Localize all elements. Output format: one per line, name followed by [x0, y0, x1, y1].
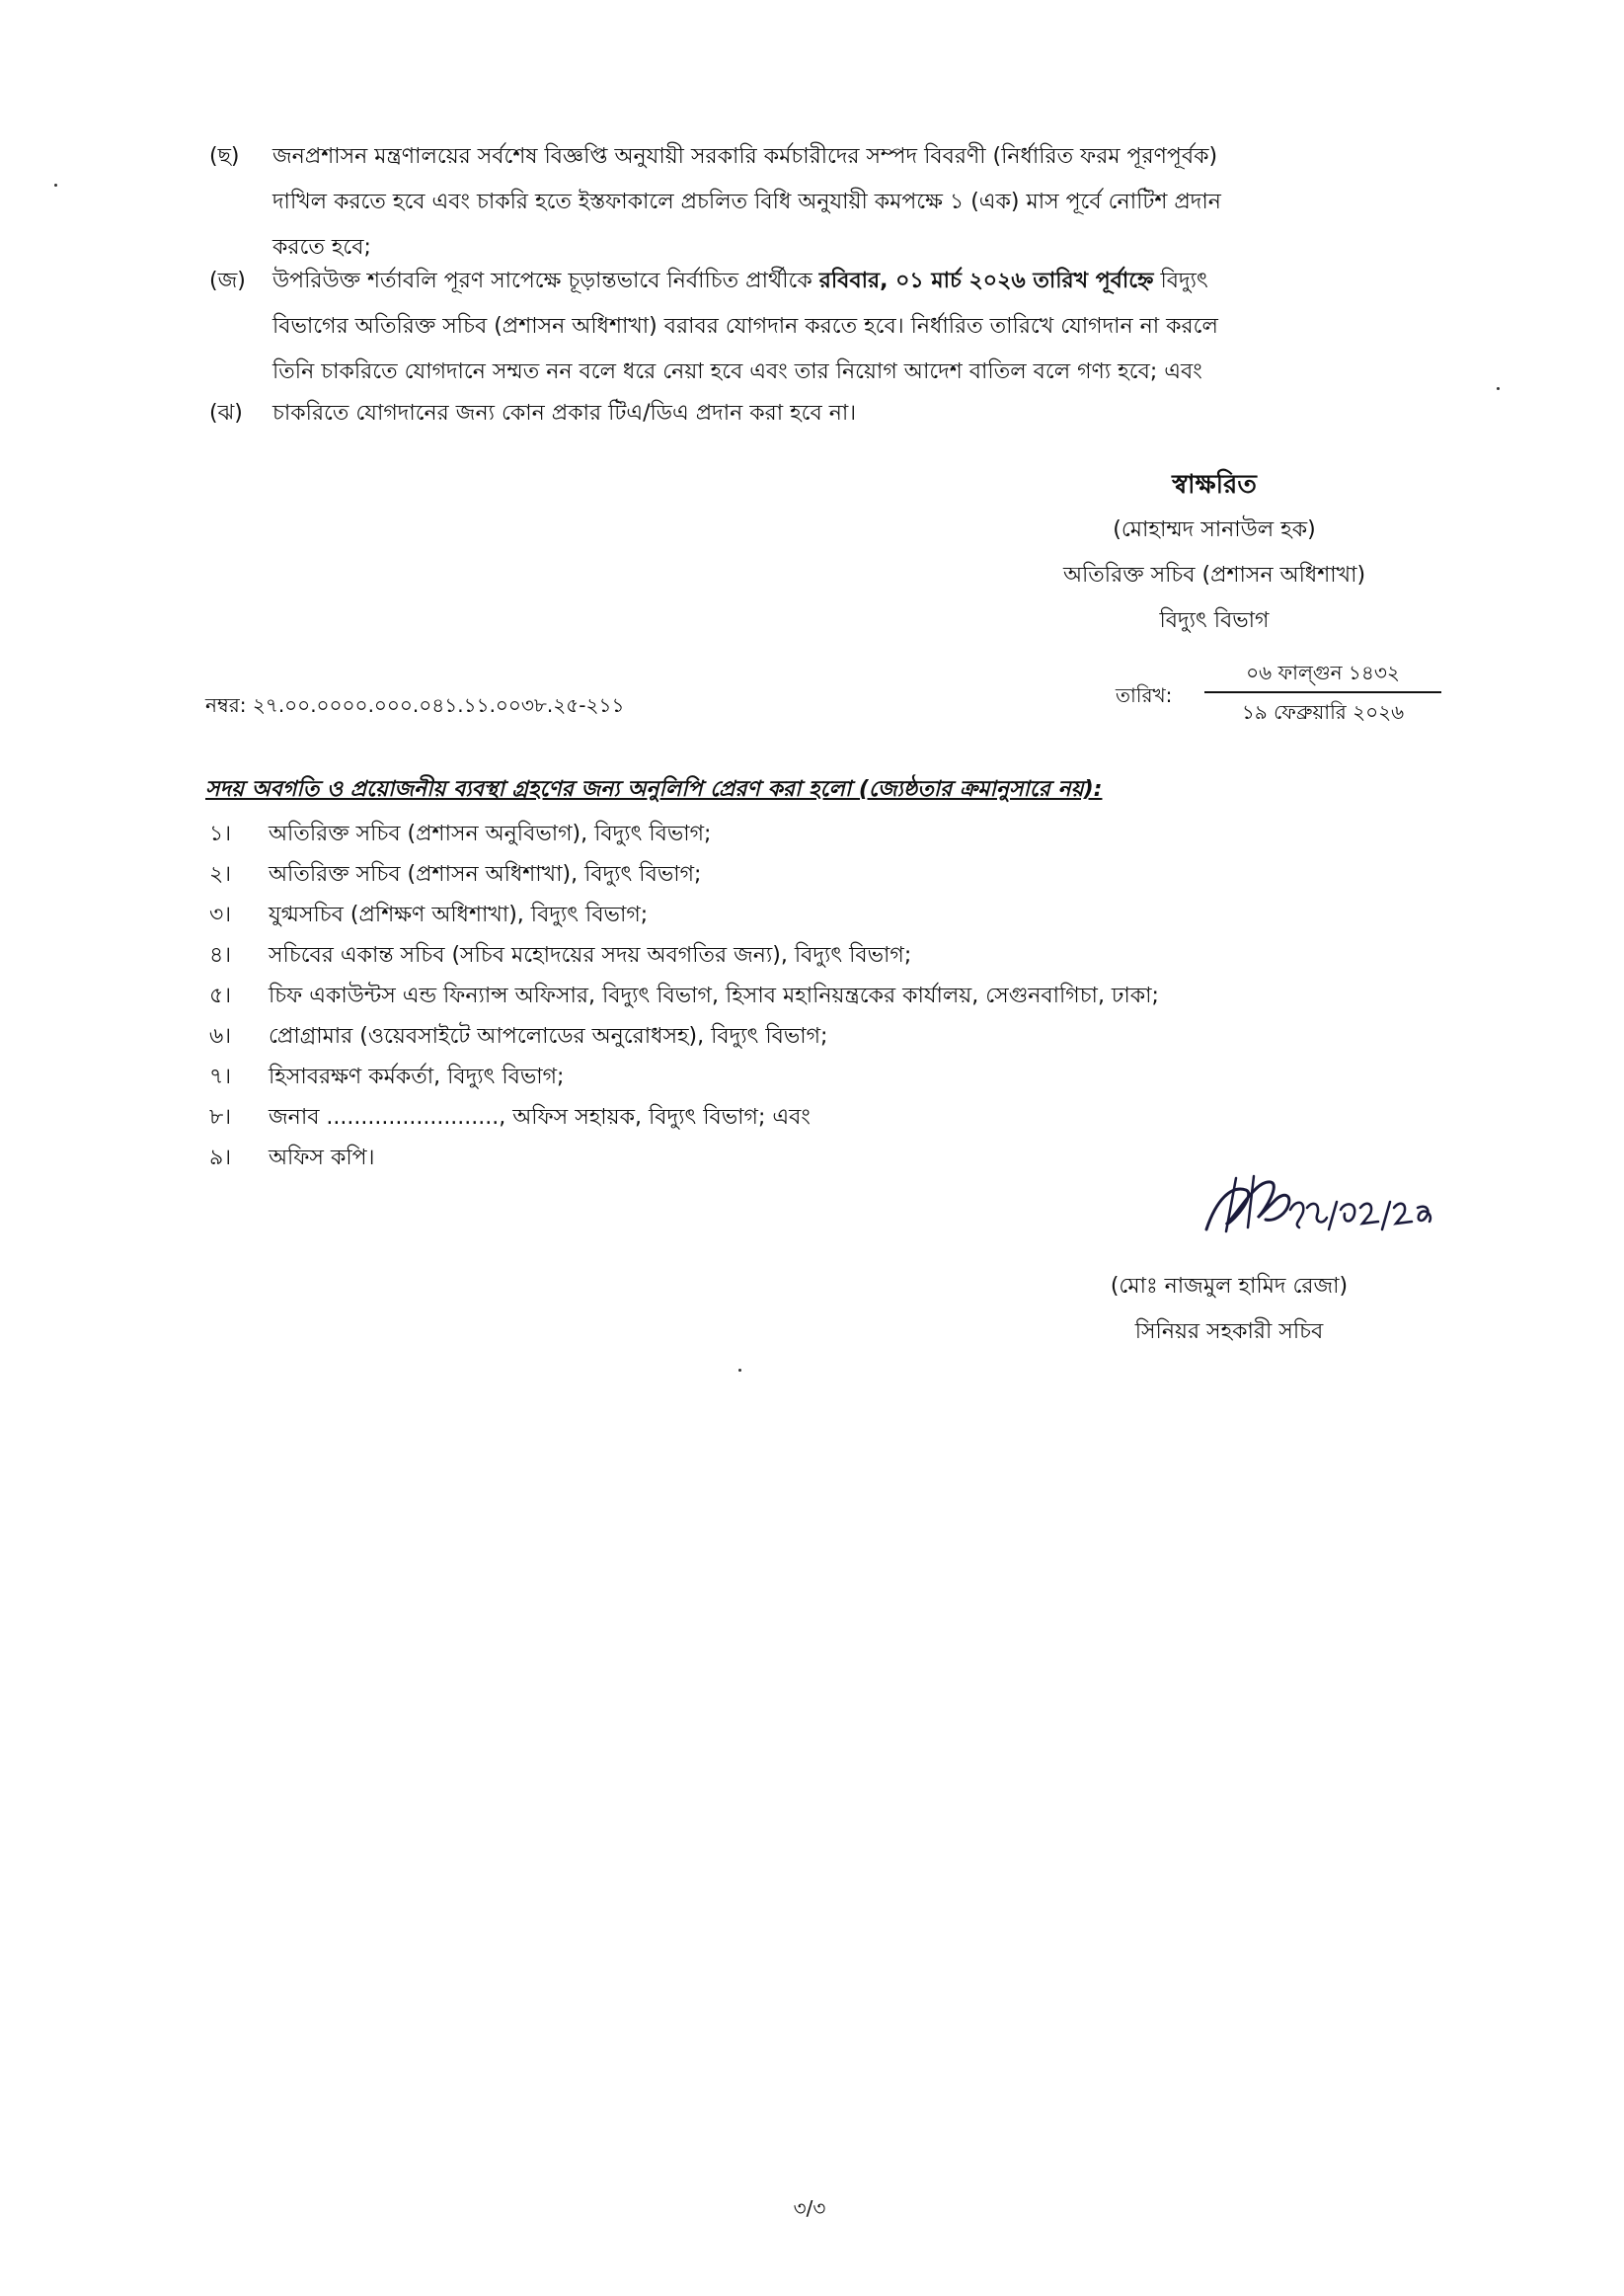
- clause-line: জনপ্রশাসন মন্ত্রণালয়ের সর্বশেষ বিজ্ঞপ্তি অনুযায়ী সরকারি কর্মচারীদের সম্পদ বিবরণী (নির্ধারিত ফরম পূরণপূর্বক): [272, 144, 1218, 169]
- page-number: ৩/৩: [793, 2196, 826, 2220]
- list-number: ৯।: [209, 1146, 232, 1170]
- list-text: সচিবের একান্ত সচিব (সচিব মহোদয়ের সদয় অবগতির জন্য), বিদ্যুৎ বিভাগ;: [269, 943, 912, 968]
- clause-line: করতে হবে;: [272, 235, 371, 260]
- signatory-designation: অতিরিক্ত সচিব (প্রশাসন অধিশাখা): [1062, 563, 1366, 588]
- signatory-office: বিদ্যুৎ বিভাগ: [1159, 608, 1270, 633]
- clause-line: দাখিল করতে হবে এবং চাকরি হতে ইস্তফাকালে প্রচলিত বিধি অনুযায়ী কমপক্ষে ১ (এক) মাস পূর্বে নোটিশ প্রদান: [272, 190, 1221, 214]
- clause-jha: [209, 391, 1453, 436]
- signed-label: স্বাক্ষরিত: [1172, 470, 1257, 500]
- second-signatory-designation: সিনিয়র সহকারী সচিব: [1134, 1319, 1324, 1344]
- list-number: ১।: [209, 822, 232, 846]
- clause-mark: (ঝ): [209, 401, 243, 426]
- date-values: [1204, 656, 1441, 729]
- clause-chha: [209, 134, 1453, 271]
- clause-text: উপরিউক্ত শর্তাবলি পূরণ সাপেক্ষে চূড়ান্তভাবে নির্বাচিত প্রার্থীকে: [272, 269, 819, 293]
- cc-heading: সদয় অবগতি ও প্রয়োজনীয় ব্যবস্থা গ্রহণের জন্য অনুলিপি প্রেরণ করা হলো (জ্যেষ্ঠতার ক্রমানুসারে নয়):: [205, 777, 1103, 802]
- list-number: ২।: [209, 862, 232, 887]
- clause-body: [272, 134, 1453, 271]
- clause-text: বিদ্যুৎ: [1153, 269, 1208, 293]
- clause-ja: [209, 259, 1453, 395]
- list-number: ৪।: [209, 943, 232, 968]
- scan-speck: [738, 1369, 741, 1372]
- list-number: ৮।: [209, 1105, 232, 1130]
- date-english: ১৯ ফেব্রুয়ারি ২০২৬: [1241, 700, 1405, 724]
- list-text: হিসাবরক্ষণ কর্মকর্তা, বিদ্যুৎ বিভাগ;: [269, 1065, 565, 1089]
- list-number: ৬।: [209, 1024, 232, 1049]
- list-text: চিফ একাউন্টস এন্ড ফিন্যান্স অফিসার, বিদ্যুৎ বিভাগ, হিসাব মহানিয়ন্ত্রকের কার্যালয়, সেগুনবাগিচা, ঢাকা;: [269, 984, 1159, 1008]
- list-number: ৫।: [209, 984, 232, 1008]
- second-signatory-name: (মোঃ নাজমুল হামিদ রেজা): [1110, 1274, 1349, 1299]
- list-number: ৭।: [209, 1065, 232, 1089]
- clause-line: বিভাগের অতিরিক্ত সচিব (প্রশাসন অধিশাখা) বরাবর যোগদান করতে হবে। নির্ধারিত তারিখে যোগদান না করলে: [272, 314, 1218, 339]
- date-bangla: ০৬ ফাল্গুন ১৪৩২: [1246, 661, 1400, 684]
- signatory-name: (মোহাম্মদ সানাউল হক): [1113, 517, 1316, 542]
- list-text: যুগ্মসচিব (প্রশিক্ষণ অধিশাখা), বিদ্যুৎ বিভাগ;: [269, 903, 649, 927]
- list-text: অফিস কপি।: [269, 1146, 375, 1170]
- joining-deadline: রবিবার, ০১ মার্চ ২০২৬ তারিখ পূর্বাহ্নে: [818, 269, 1154, 293]
- list-number: ৩।: [209, 903, 232, 927]
- scan-speck: [54, 184, 57, 187]
- clause-line: [272, 259, 1453, 304]
- list-text: অতিরিক্ত সচিব (প্রশাসন অধিশাখা), বিদ্যুৎ বিভাগ;: [269, 862, 702, 887]
- clause-mark: (ছ): [209, 144, 240, 169]
- clause-line: চাকরিতে যোগদানের জন্য কোন প্রকার টিএ/ডিএ প্রদান করা হবে না।: [272, 401, 857, 426]
- list-text: অতিরিক্ত সচিব (প্রশাসন অনুবিভাগ), বিদ্যুৎ বিভাগ;: [269, 822, 712, 846]
- memo-number: নম্বর: ২৭.০০.০০০০.০০০.০৪১.১১.০০৩৮.২৫-২১১: [205, 693, 625, 717]
- second-signatory-block: [1066, 1264, 1392, 1355]
- scan-speck: [1497, 387, 1500, 390]
- list-text: জনাব ........................., অফিস সহায়ক, বিদ্যুৎ বিভাগ; এবং: [269, 1105, 811, 1130]
- clause-body: [272, 259, 1453, 395]
- date-label: তারিখ:: [1116, 683, 1173, 707]
- signatory-block: [987, 462, 1441, 644]
- clause-line: তিনি চাকরিতে যোগদানে সম্মত নন বলে ধরে নেয়া হবে এবং তার নিয়োগ আদেশ বাতিল বলে গণ্য হবে; এবং: [272, 359, 1202, 384]
- date-divider: [1204, 691, 1441, 693]
- list-text: প্রোগ্রামার (ওয়েবসাইটে আপলোডের অনুরোধসহ), বিদ্যুৎ বিভাগ;: [269, 1024, 828, 1049]
- clause-mark: (জ): [209, 269, 246, 293]
- handwritten-signature: [1197, 1170, 1443, 1249]
- clause-body: [272, 391, 1453, 436]
